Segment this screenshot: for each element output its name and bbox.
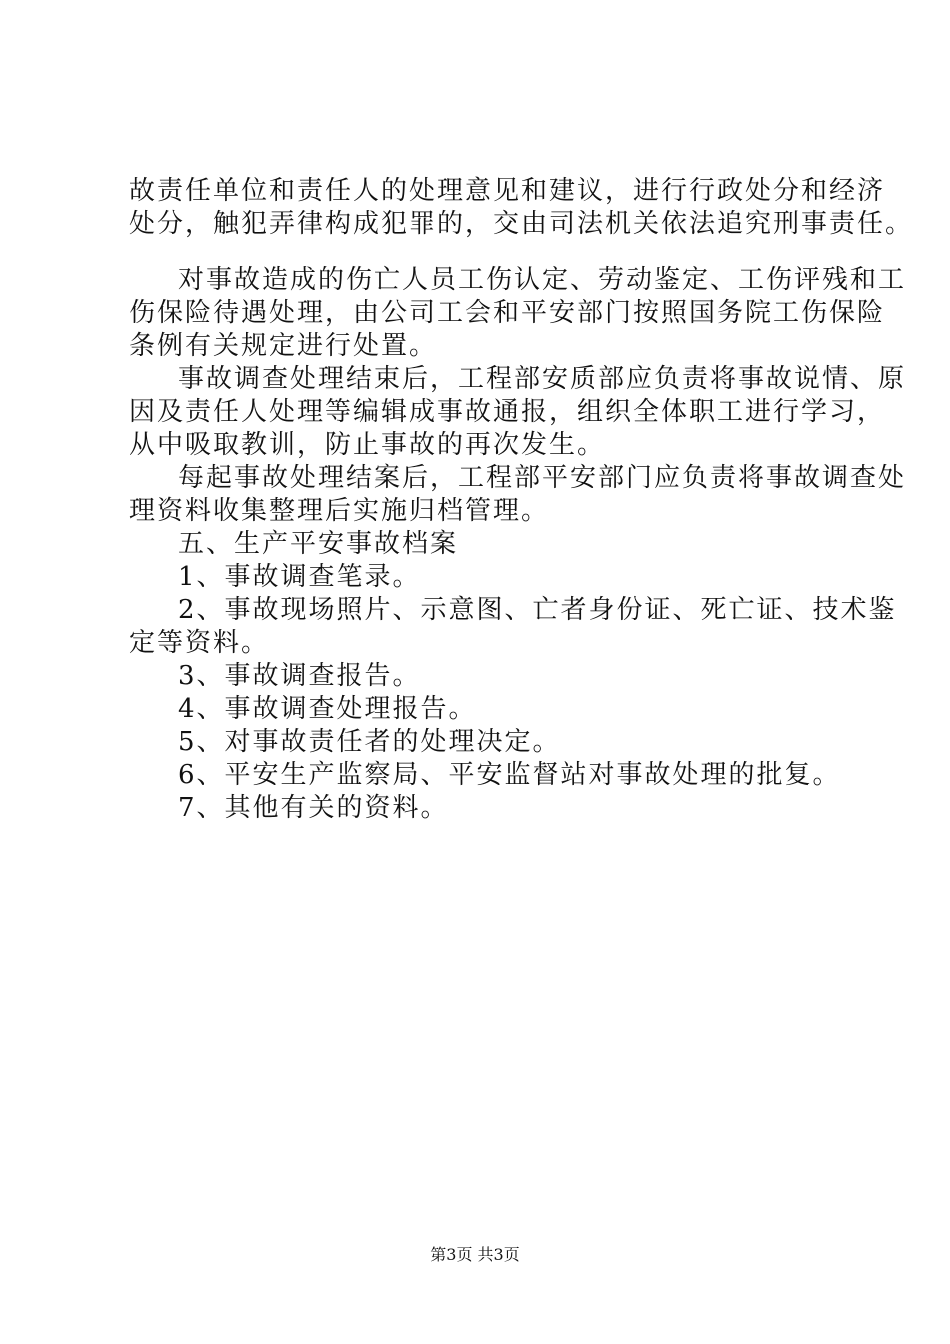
list-item: 1、事故调查笔录。 — [178, 562, 421, 592]
list-item: 6、平安生产监察局、平安监督站对事故处理的批复。 — [178, 760, 841, 790]
page-footer: 第3页 共3页 — [430, 1245, 520, 1264]
list-item-continuation: 定等资料。 — [129, 628, 270, 658]
list-item: 4、事故调查处理报告。 — [178, 694, 477, 724]
text-line: 事故调查处理结束后，工程部安质部应负责将事故说情、原 — [178, 364, 907, 394]
list-item: 5、对事故责任者的处理决定。 — [178, 727, 561, 757]
list-item: 2、事故现场照片、示意图、亡者身份证、死亡证、技术鉴 — [178, 595, 897, 625]
text-line: 理资料收集整理后实施归档管理。 — [129, 496, 550, 526]
section-heading: 五、生产平安事故档案 — [178, 529, 459, 559]
text-line: 处分，触犯弄律构成犯罪的，交由司法机关依法追究刑事责任。 — [129, 209, 914, 239]
text-line: 条例有关规定进行处置。 — [129, 331, 438, 361]
list-item: 7、其他有关的资料。 — [178, 793, 449, 823]
text-line: 故责任单位和责任人的处理意见和建议，进行行政处分和经济 — [129, 176, 886, 206]
text-line: 伤保险待遇处理，由公司工会和平安部门按照国务院工伤保险 — [129, 298, 886, 328]
text-line: 因及责任人处理等编辑成事故通报，组织全体职工进行学习， — [129, 397, 886, 427]
text-line: 从中吸取教训，防止事故的再次发生。 — [129, 430, 606, 460]
text-line: 每起事故处理结案后，工程部平安部门应负责将事故调查处 — [178, 463, 907, 493]
text-line: 对事故造成的伤亡人员工伤认定、劳动鉴定、工伤评残和工 — [178, 265, 907, 295]
list-item: 3、事故调查报告。 — [178, 661, 421, 691]
